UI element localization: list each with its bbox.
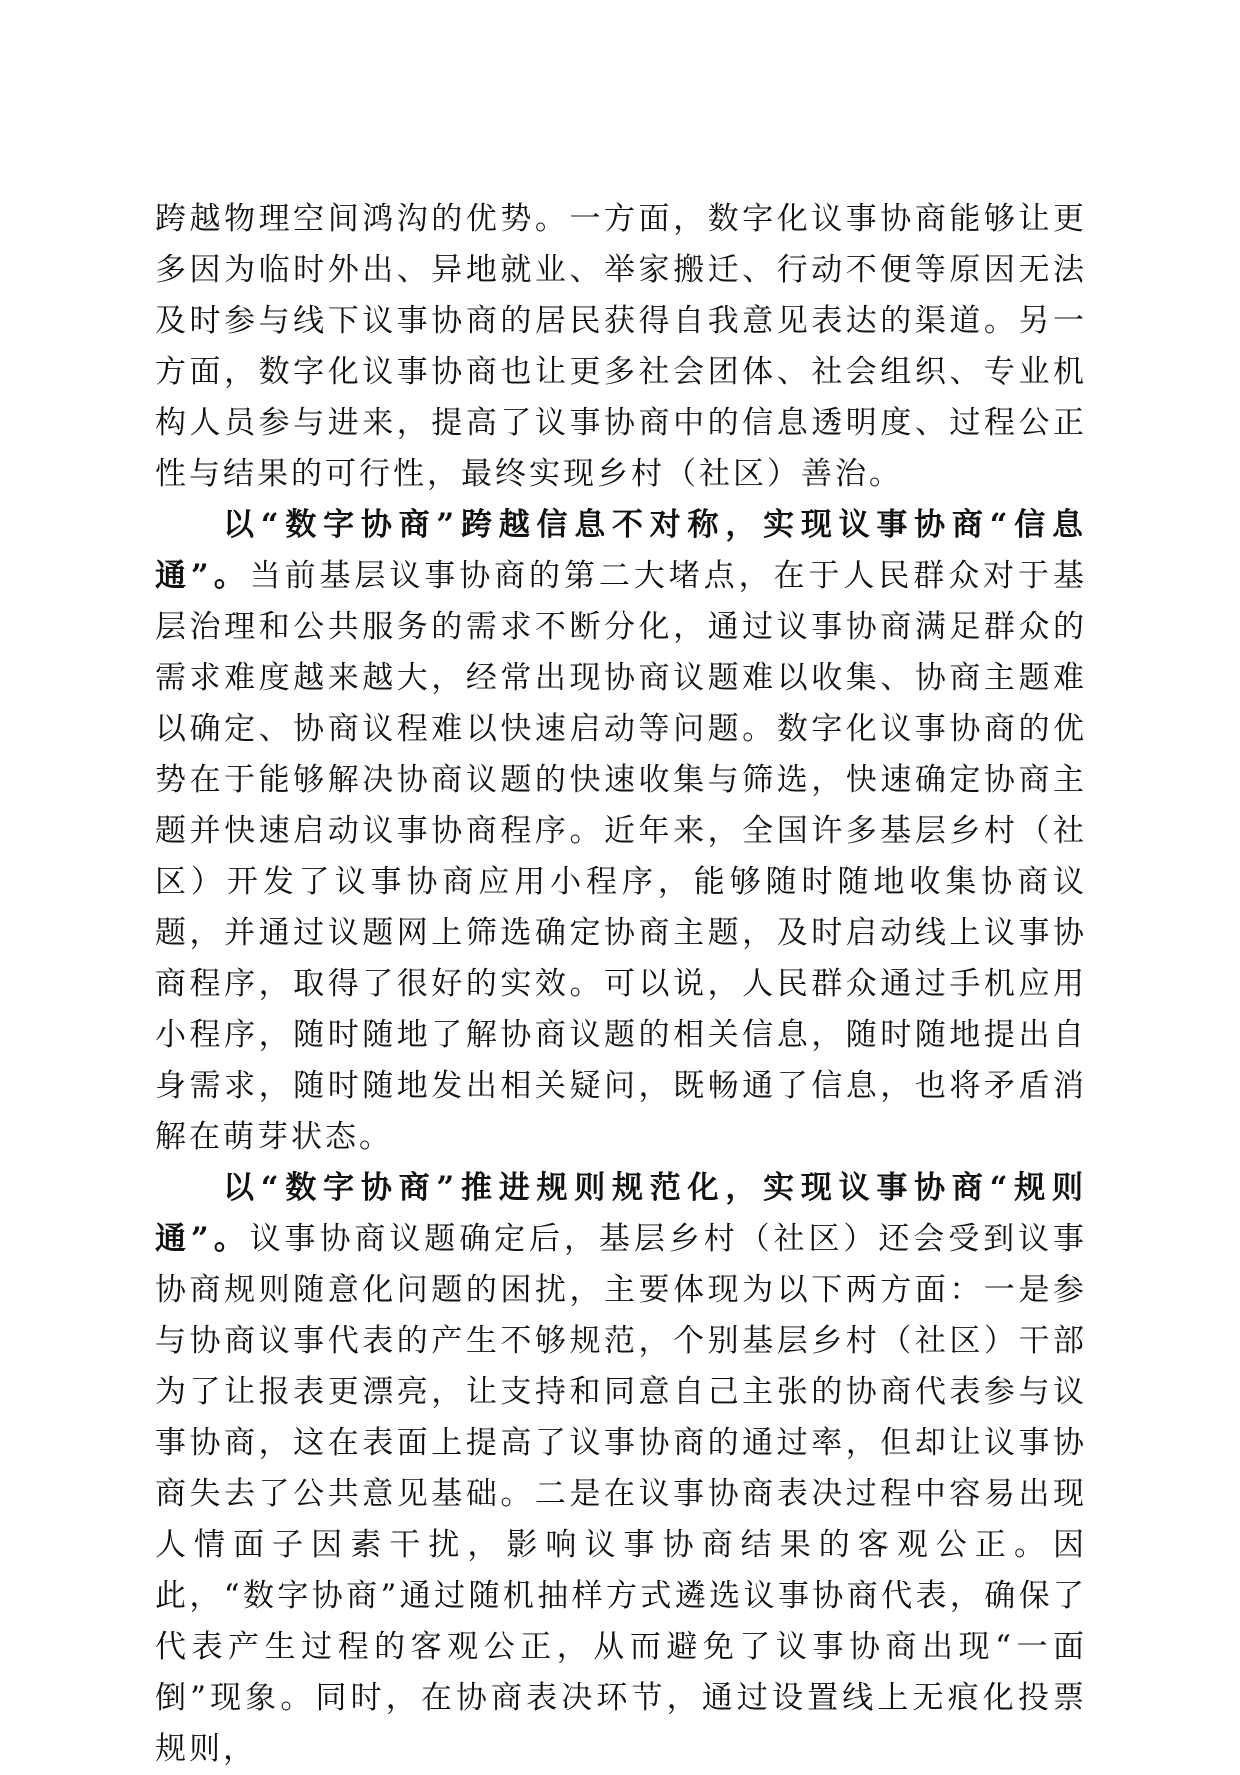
paragraph-heading: 以“数字协商”跨越信息不对称，实现议事协商“信息通”。 — [155, 507, 1087, 594]
body-text — [155, 194, 1087, 1775]
paragraph-body: 跨越物理空间鸿沟的优势。一方面，数字化议事协商能够让更多因为临时外出、异地就业、举家搬迁、行动不便等原因无法及时参与线下议事协商的居民获得自我意见表达的渠道。另一方面，数字化议事协商也让更多社会团体、社会组织、专业机构人员参与进来，提高了议事协商中的信息透明度、过程公正性与结果的可行性，最终实现乡村（社区）善治。 — [155, 201, 1087, 492]
paragraph-body: 议事协商议题确定后，基层乡村（社区）还会受到议事协商规则随意化问题的困扰，主要体现为以下两方面：一是参与协商议事代表的产生不够规范，个别基层乡村（社区）干部为了让报表更漂亮，让支持和同意自己主张的协商代表参与议事协商，这在表面上提高了议事协商的通过率，但却让议事协商失去了公共意见基础。二是在议事协商表决过程中容易出现人情面子因素干扰，影响议事协商结果的客观公正。因此，“数字协商”通过随机抽样方式遴选议事协商代表，确保了代表产生过程的客观公正，从而避免了议事协商出现“一面倒”现象。同时，在协商表决环节，通过设置线上无痕化投票规则， — [155, 1221, 1087, 1767]
paragraph-continuation — [155, 194, 1087, 500]
paragraph-body: 当前基层议事协商的第二大堵点，在于人民群众对于基层治理和公共服务的需求不断分化，通过议事协商满足群众的需求难度越来越大，经常出现协商议题难以收集、协商主题难以确定、协商议程难以快速启动等问题。数字化议事协商的优势在于能够解决协商议题的快速收集与筛选，快速确定协商主题并快速启动议事协商程序。近年来，全国许多基层乡村（社区）开发了议事协商应用小程序，能够随时随地收集协商议题，并通过议题网上筛选确定协商主题，及时启动线上议事协商程序，取得了很好的实效。可以说，人民群众通过手机应用小程序，随时随地了解协商议题的相关信息，随时随地提出自身需求，随时随地发出相关疑问，既畅通了信息，也将矛盾消解在萌芽状态。 — [155, 558, 1087, 1155]
paragraph-rules — [155, 1163, 1087, 1775]
paragraph-information — [155, 500, 1087, 1163]
paragraph-heading: 以“数字协商”推进规则规范化，实现议事协商“规则通”。 — [155, 1170, 1087, 1257]
